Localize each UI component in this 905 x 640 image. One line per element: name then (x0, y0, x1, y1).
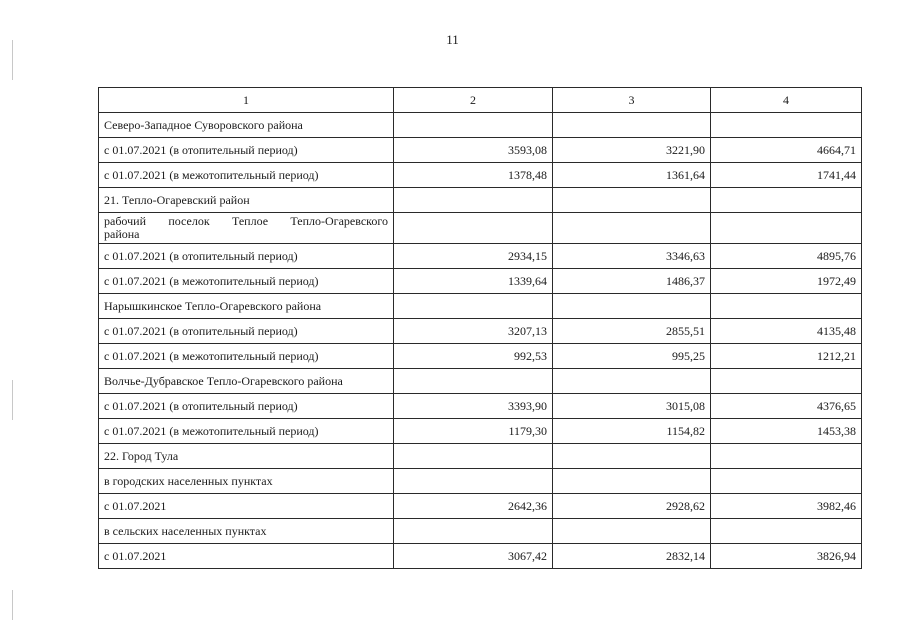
value-cell-c4 (711, 469, 862, 494)
value-cell-c4: 1972,49 (711, 269, 862, 294)
value-cell-c4: 1212,21 (711, 344, 862, 369)
value-cell-c2: 3067,42 (394, 544, 553, 569)
scan-edge-mark (12, 40, 13, 80)
value-cell-c3 (553, 519, 711, 544)
table-row (99, 113, 862, 138)
value-cell-c3: 3015,08 (553, 394, 711, 419)
value-cell-c2 (394, 294, 553, 319)
row-label: 21. Тепло-Огаревский район (99, 188, 394, 213)
value-cell-c2: 2934,15 (394, 244, 553, 269)
row-label: с 01.07.2021 (в межотопительный период) (99, 419, 394, 444)
row-label: с 01.07.2021 (99, 494, 394, 519)
value-cell-c3 (553, 213, 711, 244)
column-header: 2 (394, 88, 553, 113)
value-cell-c4: 1741,44 (711, 163, 862, 188)
row-label: Нарышкинское Тепло-Огаревского района (99, 294, 394, 319)
table-row (99, 444, 862, 469)
value-cell-c2: 3393,90 (394, 394, 553, 419)
value-cell-c3: 1154,82 (553, 419, 711, 444)
value-cell-c4: 4376,65 (711, 394, 862, 419)
value-cell-c2: 2642,36 (394, 494, 553, 519)
table-row (99, 394, 862, 419)
value-cell-c3: 995,25 (553, 344, 711, 369)
row-label (99, 213, 394, 244)
value-cell-c3 (553, 294, 711, 319)
value-cell-c3: 3346,63 (553, 244, 711, 269)
value-cell-c2 (394, 469, 553, 494)
value-cell-c3 (553, 369, 711, 394)
scan-edge-mark (12, 590, 13, 620)
table-row (99, 319, 862, 344)
column-header: 3 (553, 88, 711, 113)
row-label: с 01.07.2021 (99, 544, 394, 569)
value-cell-c3: 1486,37 (553, 269, 711, 294)
value-cell-c4: 4895,76 (711, 244, 862, 269)
row-label: с 01.07.2021 (в отопительный период) (99, 394, 394, 419)
value-cell-c3 (553, 469, 711, 494)
value-cell-c3: 3221,90 (553, 138, 711, 163)
value-cell-c3 (553, 188, 711, 213)
value-cell-c4 (711, 113, 862, 138)
tariff-table (98, 87, 862, 569)
row-label: с 01.07.2021 (в отопительный период) (99, 319, 394, 344)
table-header-row (99, 88, 862, 113)
table-row (99, 294, 862, 319)
value-cell-c2: 1179,30 (394, 419, 553, 444)
value-cell-c4 (711, 188, 862, 213)
table-row (99, 138, 862, 163)
value-cell-c3 (553, 444, 711, 469)
table-row (99, 519, 862, 544)
table-row (99, 369, 862, 394)
row-label: с 01.07.2021 (в межотопительный период) (99, 344, 394, 369)
value-cell-c2: 1339,64 (394, 269, 553, 294)
value-cell-c4: 1453,38 (711, 419, 862, 444)
value-cell-c2 (394, 113, 553, 138)
value-cell-c4 (711, 213, 862, 244)
value-cell-c2: 992,53 (394, 344, 553, 369)
value-cell-c3: 1361,64 (553, 163, 711, 188)
row-label: 22. Город Тула (99, 444, 394, 469)
row-label: в сельских населенных пунктах (99, 519, 394, 544)
column-header: 1 (99, 88, 394, 113)
value-cell-c3: 2832,14 (553, 544, 711, 569)
value-cell-c4: 3826,94 (711, 544, 862, 569)
table-row (99, 469, 862, 494)
value-cell-c4: 4135,48 (711, 319, 862, 344)
row-label: с 01.07.2021 (в отопительный период) (99, 244, 394, 269)
table-row (99, 163, 862, 188)
row-label: Северо-Западное Суворовского района (99, 113, 394, 138)
table-row (99, 494, 862, 519)
value-cell-c2 (394, 213, 553, 244)
value-cell-c2 (394, 188, 553, 213)
value-cell-c2 (394, 519, 553, 544)
value-cell-c4 (711, 294, 862, 319)
value-cell-c4: 3982,46 (711, 494, 862, 519)
value-cell-c4 (711, 444, 862, 469)
table-row (99, 419, 862, 444)
value-cell-c4 (711, 519, 862, 544)
row-label: с 01.07.2021 (в межотопительный период) (99, 269, 394, 294)
row-label: в городских населенных пунктах (99, 469, 394, 494)
row-label-text: рабочий поселок Теплое Тепло-Огаревского района (104, 214, 388, 241)
value-cell-c4 (711, 369, 862, 394)
table-row (99, 244, 862, 269)
value-cell-c2 (394, 444, 553, 469)
value-cell-c3: 2855,51 (553, 319, 711, 344)
table-row (99, 344, 862, 369)
table-row (99, 269, 862, 294)
value-cell-c2: 3207,13 (394, 319, 553, 344)
scan-edge-mark (12, 380, 13, 420)
value-cell-c2: 1378,48 (394, 163, 553, 188)
value-cell-c2: 3593,08 (394, 138, 553, 163)
value-cell-c3 (553, 113, 711, 138)
value-cell-c4: 4664,71 (711, 138, 862, 163)
row-label: с 01.07.2021 (в отопительный период) (99, 138, 394, 163)
column-header: 4 (711, 88, 862, 113)
table-row (99, 188, 862, 213)
table-row (99, 213, 862, 244)
row-label: Волчье-Дубравское Тепло-Огаревского района (99, 369, 394, 394)
row-label: с 01.07.2021 (в межотопительный период) (99, 163, 394, 188)
value-cell-c3: 2928,62 (553, 494, 711, 519)
page-number: 11 (446, 32, 459, 47)
value-cell-c2 (394, 369, 553, 394)
table-row (99, 544, 862, 569)
